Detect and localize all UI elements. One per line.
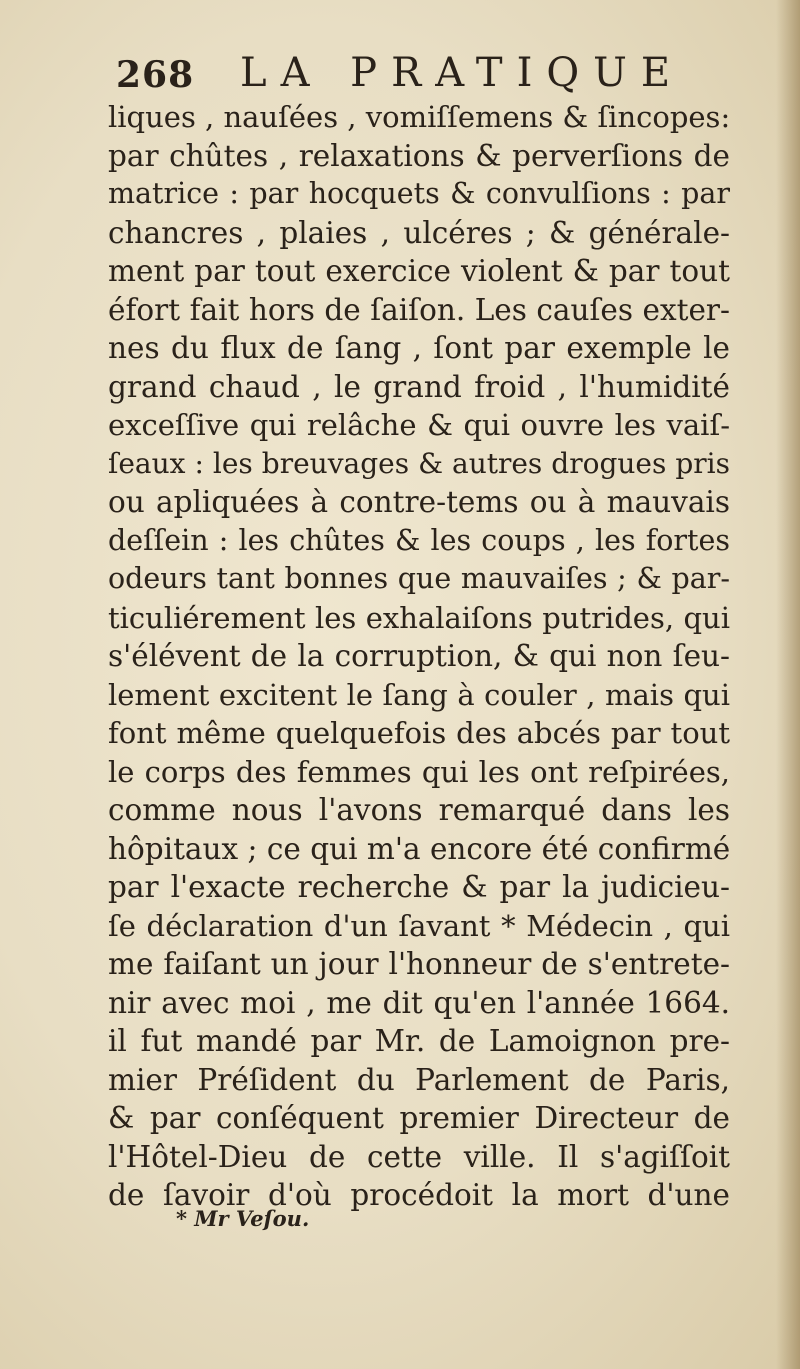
text-line: & par conſéquent premier Directeur de [108, 1101, 730, 1135]
footnote: * Mr Veſou. [176, 1206, 310, 1231]
running-title: LA PRATIQUE [240, 50, 685, 96]
text-line: comme nous l'avons remarqué dans les [108, 793, 730, 827]
text-line: grand chaud , le grand froid , l'humidité [108, 369, 730, 404]
text-line: exceſſive qui relâche & qui ouvre les vaiſ- [108, 408, 730, 442]
text-line: par chûtes , relaxations & perverſions de [108, 138, 730, 173]
body-text [108, 98, 730, 1215]
text-line: s'élévent de la corruption, & qui non ſeu- [108, 639, 730, 673]
text-line: nir avec moi , me dit qu'en l'année 1664. [108, 985, 730, 1020]
page-number: 268 [116, 54, 195, 96]
text-line: ment par tout exercice violent & par tout [108, 254, 730, 288]
text-line: me faiſant un jour l'honneur de s'entrete- [108, 947, 730, 981]
text-line: ſe déclaration d'un ſavant * Médecin , qui [108, 908, 730, 943]
text-line: ticuliérement les exhalaiſons putrides, qui [108, 600, 730, 635]
text-line: liques , nauſées , vomiſſemens & ſincopes: [108, 100, 731, 134]
text-line: par l'exacte recherche & par la judicieu- [108, 870, 730, 904]
text-line: éfort fait hors de ſaiſon. Les cauſes exter- [108, 292, 730, 327]
text-line: odeurs tant bonnes que mauvaiſes ; & par- [108, 562, 730, 595]
text-line: le corps des femmes qui les ont reſpirées, [108, 754, 730, 789]
text-line: matrice : par hocquets & convulſions : par [108, 177, 730, 210]
text-line: ou apliquées à contre-tems ou à mauvais [108, 485, 730, 519]
page-shadow-edge [776, 0, 800, 1369]
running-header [116, 48, 726, 96]
text-line: il fut mandé par Mr. de Lamoignon pre- [108, 1024, 730, 1058]
text-line: hôpitaux ; ce qui m'a encore été confirmé [108, 831, 731, 866]
text-line: nes du flux de ſang , ſont par exemple le [108, 331, 730, 365]
text-line: chancres , plaies , ulcéres ; & générale- [108, 215, 730, 250]
text-line: lement excitent le ſang à couler , mais qui [108, 677, 730, 712]
text-line: ſeaux : les breuvages & autres drogues pris [108, 446, 730, 480]
text-line: l'Hôtel-Dieu de cette ville. Il s'agiſſoit [108, 1139, 730, 1174]
text-line: font même quelquefois des abcés par tout [108, 716, 730, 750]
text-line: mier Préſident du Parlement de Paris, [108, 1062, 730, 1097]
text-line: de ſavoir d'où procédoit la mort d'une [108, 1178, 730, 1212]
text-line: deſſein : les chûtes & les coups , les fortes [108, 523, 730, 557]
